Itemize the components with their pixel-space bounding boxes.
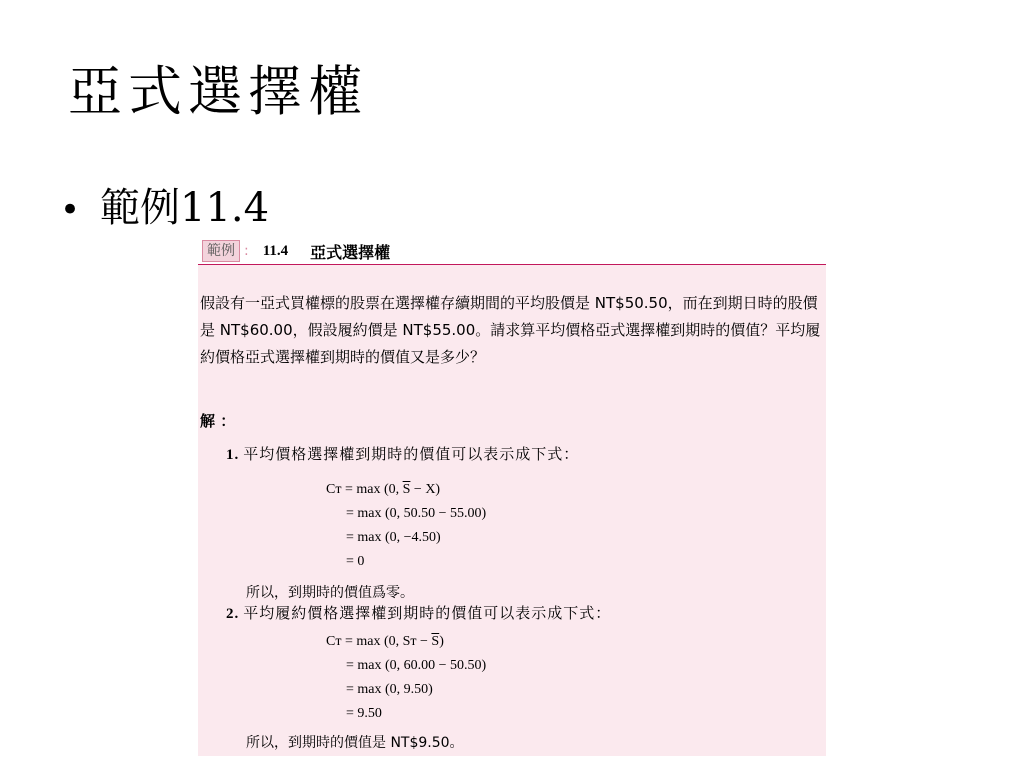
step-2-heading [226, 602, 611, 623]
step-2-formula-bar: $\overline{S}$ [431, 634, 440, 649]
slide-title: 亞式選擇權 [68, 60, 368, 123]
step-1-formula-lead: Cᴛ = max (0, [326, 482, 403, 497]
example-header [198, 238, 826, 265]
step-2-formula-line-1 [326, 634, 444, 650]
step-1-formula-bar: $\overline{S}$ [402, 482, 411, 497]
step-1-text: 平均價格選擇權到期時的價值可以表示成下式： [243, 445, 580, 463]
step-2-number: 2. [226, 606, 240, 622]
step-2-formula-line-4: = 9.50 [346, 706, 382, 721]
example-number: 11.4 [262, 242, 289, 259]
step-1-heading [226, 443, 579, 464]
step-1-note: 所以，到期時的價值爲零。 [246, 585, 414, 601]
step-1-formula-line-1 [326, 482, 440, 498]
badge-separator: : [244, 243, 249, 259]
step-1-formula-line-2: = max (0, 50.50 − 55.00) [346, 506, 487, 521]
solution-label: 解 ： [200, 412, 236, 430]
step-2-formula-lead: Cᴛ = max (0, Sᴛ − [326, 634, 432, 649]
step-2-text: 平均履約價格選擇權到期時的價值可以表示成下式： [243, 604, 612, 622]
example-image-panel [198, 238, 826, 756]
step-1-formula-tail: − X) [410, 482, 441, 497]
step-1-number: 1. [226, 447, 240, 463]
bullet-text: 範例11.4 [100, 185, 270, 231]
step-2-formula-line-3: = max (0, 9.50) [346, 682, 433, 697]
bullet-dot: • [60, 190, 81, 230]
step-1-formula-line-3: = max (0, −4.50) [346, 530, 441, 545]
example-badge: 範例 [202, 240, 240, 262]
bullet-item [60, 186, 269, 230]
step-2-formula-line-2: = max (0, 60.00 − 50.50) [346, 658, 487, 673]
step-2-note: 所以，到期時的價值是 NT$9.50。 [246, 735, 464, 751]
step-2-formula-tail: ) [439, 634, 444, 649]
step-1-formula-line-4: = 0 [346, 554, 365, 569]
example-title: 亞式選擇權 [310, 242, 391, 262]
problem-statement: 假設有一亞式買權標的股票在選擇權存續期間的平均股價是 NT$50.50，而在到期日時的股價是 NT$60.00，假設履約價是 NT$55.00。請求算平均價格亞式選擇權到期時的價值？平均履約價格亞式選擇權到期時的價值又是多少？ [200, 294, 821, 366]
